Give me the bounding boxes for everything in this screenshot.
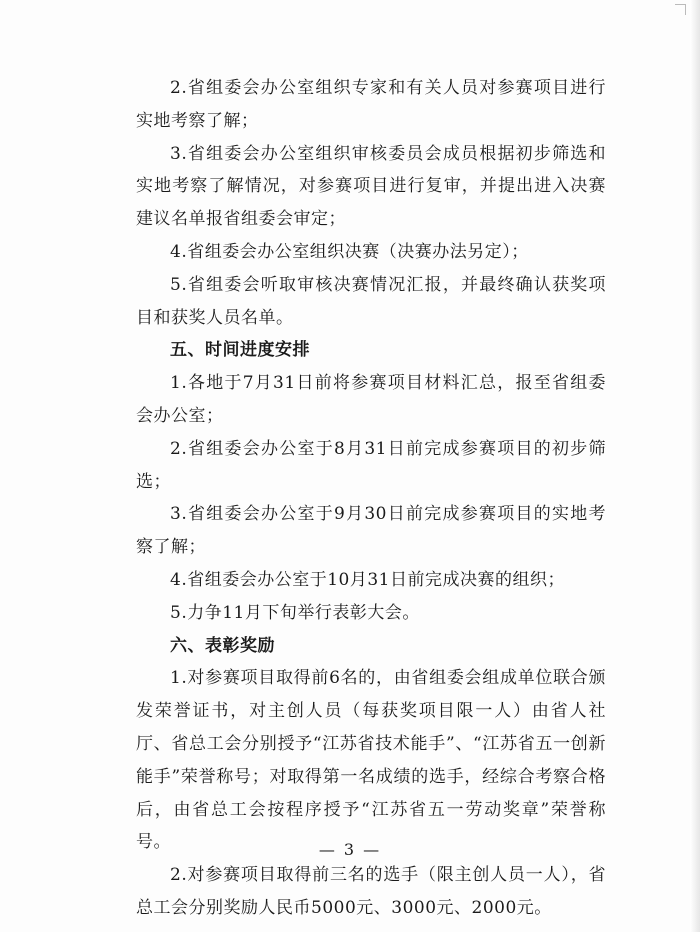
- paragraph-item-4: 4.省组委会办公室组织决赛（决赛办法另定）；: [170, 241, 529, 262]
- schedule-item-2: 2.省组委会办公室于8月31日前完成参赛项目的初步筛选；: [136, 438, 606, 492]
- section-heading-awards: 六、表彰奖励: [170, 635, 275, 656]
- award-item-2: 2.对参赛项目取得前三名的选手（限主创人员一人），省总工会分别奖励人民币5000元、3000元、2000元。: [136, 865, 606, 918]
- paragraph-item-2: 2.省组委会办公室组织专家和有关人员对参赛项目进行实地考察了解；: [136, 78, 606, 131]
- document-body: [136, 72, 606, 925]
- schedule-item-1: 1.各地于7月31日前将参赛项目材料汇总，报至省组委会办公室；: [136, 373, 606, 426]
- paragraph-item-5: 5.省组委会听取审核决赛情况汇报，并最终确认获奖项目和获奖人员名单。: [136, 274, 606, 328]
- paragraph-item-3: 3.省组委会办公室组织审核委员会成员根据初步筛选和实地考察了解情况，对参赛项目进行复审，并提出进入决赛建议名单报省组委会审定；: [136, 143, 606, 230]
- scan-corner-mark: [675, 4, 686, 15]
- schedule-item-3: 3.省组委会办公室于9月30日前完成参赛项目的实地考察了解；: [136, 504, 606, 558]
- schedule-item-4: 4.省组委会办公室于10月31日前完成决赛的组织；: [170, 569, 565, 590]
- award-item-1: 1.对参赛项目取得前6名的，由省组委会组成单位联合颁发荣誉证书，对主创人员（每获奖项目限一人）由省人社厅、省总工会分别授予“江苏省技术能手”、“江苏省五一创新能手”荣誉称号；对取得第一名成绩的选手，经综合考察合格后，由省总工会按程序授予“江苏省五一劳动奖章”荣誉称号。: [136, 668, 606, 853]
- section-heading-schedule: 五、时间进度安排: [170, 340, 310, 361]
- page-edge-shadow: [690, 0, 700, 932]
- schedule-item-5: 5.力争11月下旬举行表彰大会。: [170, 602, 420, 623]
- page-number: — 3 —: [318, 840, 382, 859]
